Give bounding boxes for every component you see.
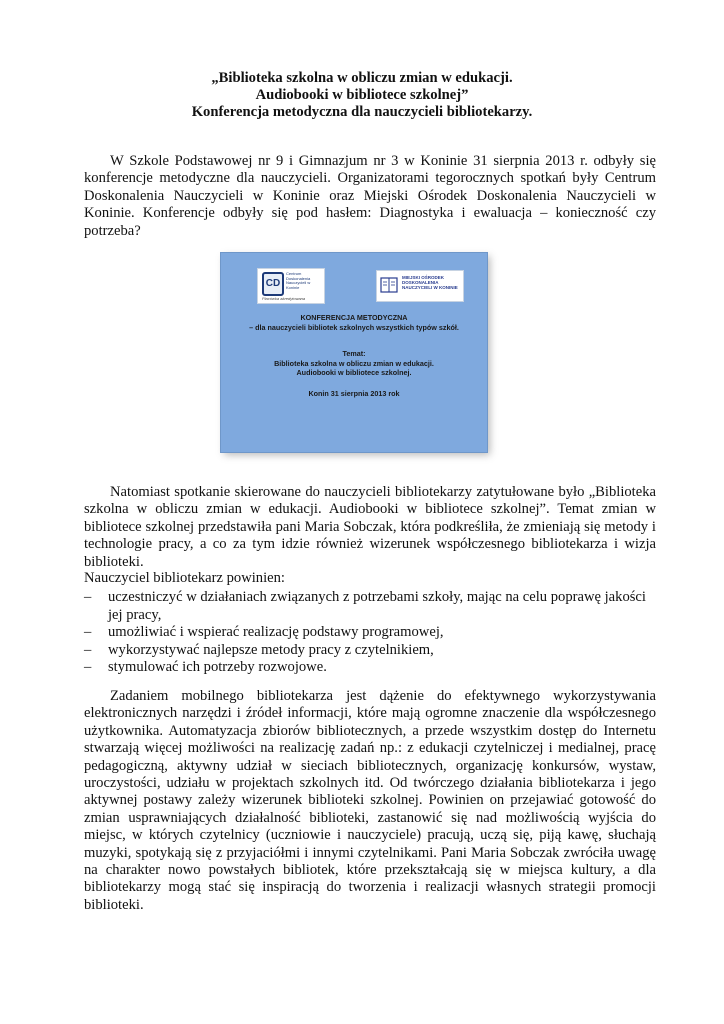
slide-topic-line-1: Biblioteka szkolna w obliczu zmian w edukacji. bbox=[274, 358, 434, 368]
modn-logo bbox=[376, 270, 464, 302]
cdn-logo-text: Centrum Doskonalenia Nauczycieli w Koninie bbox=[286, 271, 311, 290]
slide-date: Konin 31 sierpnia 2013 rok bbox=[308, 389, 400, 398]
slide-topic-label: Temat: bbox=[342, 349, 366, 358]
slide-subheading: – dla nauczycieli bibliotek szkolnych wszystkich typów szkół. bbox=[249, 322, 459, 332]
document-title bbox=[60, 70, 664, 121]
modn-logo-text: MIEJSKI OŚRODEK DOSKONALENIA NAUCZYCIELI W KONINIE bbox=[402, 275, 458, 290]
cdn-logo-tag: Placówka akredytowana bbox=[262, 296, 306, 301]
cdn-logo bbox=[257, 268, 325, 304]
paragraph-intro: W Szkole Podstawowej nr 9 i Gimnazjum nr 3 w Koninie 31 sierpnia 2013 r. odbyły się konferencje metodyczne dla nauczycieli. Organizatorami tegorocznych spotkań były Centrum Doskonalenia Nauczycieli w Koninie oraz Miejski Ośrodek Doskonalenia Nauczycieli w Koninie. Konferencje odbyły się pod hasłem: Diagnostyka i ewaluacja – konieczność czy potrzeba? bbox=[84, 153, 656, 239]
dash-bullet: – bbox=[84, 589, 92, 606]
slide-topic bbox=[221, 349, 487, 378]
cdn-logo-mark-icon: CD bbox=[262, 272, 284, 296]
book-logo-icon bbox=[380, 275, 398, 295]
dash-bullet: – bbox=[84, 659, 92, 676]
slide-heading: KONFERENCJA METODYCZNA bbox=[300, 313, 408, 322]
paragraph-mobile-librarian: Zadaniem mobilnego bibliotekarza jest dążenie do efektywnego wykorzystywania elektronicznych narzędzi i źródeł informacji, które mają ogromne znaczenie dla współczesnego użytkownika. Automatyzacja zbiorów bibliotecznych, a przede wszystkim dostęp do Internetu stwarzają więcej możliwości na realizację zadań np.: z edukacji czytelniczej i medialnej, pracę pedagogiczną, aktywny udział w sieciach bibliotecznych, organizację konkursów, wystaw, uroczystości, udziału w projektach szkolnych itd. Od twórczego działania bibliotekarza i jego aktywnej postawy zależy wizerunek biblioteki szkolnej. Powinien on przejawiać gotowość do zmian usprawniających działalność biblioteki, zastanowić się nad możliwością wyjścia do miejsc, w których czytelnicy (uczniowie i nauczyciele) pracują, uczą się, piją kawę, słuchają muzyki, spotykają się z przyjaciółmi i innymi czytelnikami. Pani Maria Sobczak zwróciła uwagę na charakter nowo powstałych bibliotek, które przekształcają się w miejsca kultury, a dla bibliotekarzy mogą stać się inspiracją do tworzenia i realizacji własnych strategii promocji biblioteki. bbox=[84, 688, 656, 913]
dash-bullet: – bbox=[84, 624, 92, 641]
slide-header bbox=[221, 313, 487, 332]
title-line-2: Audiobooki w bibliotece szkolnej” bbox=[255, 87, 469, 103]
paragraph-meeting: Natomiast spotkanie skierowane do nauczycieli bibliotekarzy zatytułowane było „Biblioteka szkolna w obliczu zmian w edukacji. Audiobooki w bibliotece szkolnej”. Temat zmian w bibliotece szkolnej przedstawiła pani Maria Sobczak, która podkreśliła, że zmieniają się metody i technologie pracy, a co za tym idzie również wizerunek współczesnego bibliotekarza i wizja biblioteki. bbox=[84, 484, 656, 570]
title-line-3: Konferencja metodyczna dla nauczycieli bibliotekarzy. bbox=[191, 104, 533, 120]
duties-list bbox=[84, 570, 656, 676]
title-line-1: „Biblioteka szkolna w obliczu zmian w edukacji. bbox=[211, 70, 513, 86]
duties-list-lead: Nauczyciel bibliotekarz powinien: bbox=[84, 570, 285, 586]
slide-topic-line-2: Audiobooki w bibliotece szkolnej. bbox=[296, 368, 412, 378]
dash-bullet: – bbox=[84, 641, 92, 658]
list-item: – umożliwiać i wspierać realizację podstawy programowej, bbox=[84, 624, 444, 641]
list-item: – stymulować ich potrzeby rozwojowe. bbox=[84, 659, 327, 676]
list-item: – uczestniczyć w działaniach związanych z potrzebami szkoły, mając na celu poprawę jakości jej pracy, bbox=[84, 589, 646, 623]
list-item: – wykorzystywać najlepsze metody pracy z czytelnikiem, bbox=[84, 641, 434, 658]
conference-slide-image bbox=[220, 252, 488, 453]
